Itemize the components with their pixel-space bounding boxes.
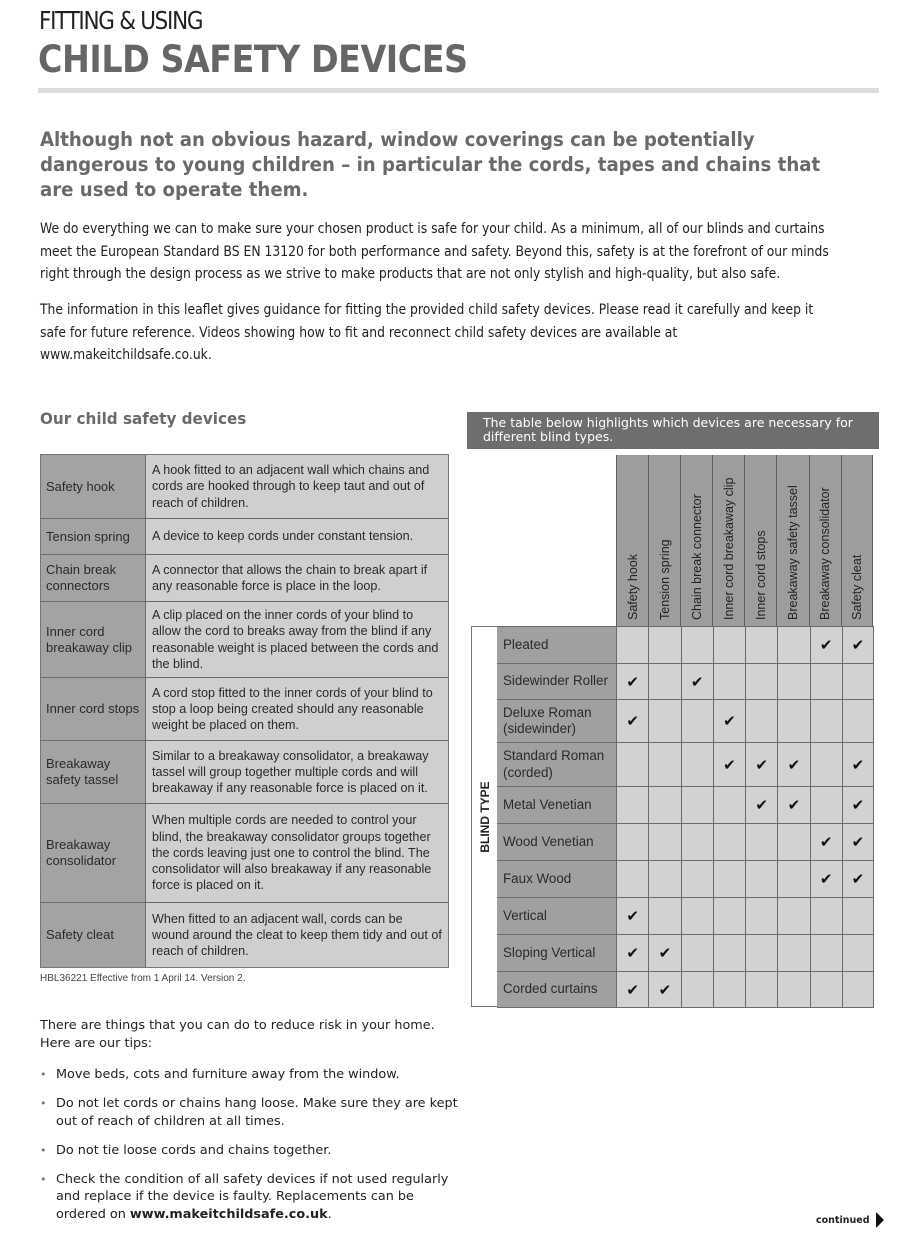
matrix-cell: [681, 898, 713, 934]
device-name: Inner cord breakaway clip: [41, 602, 146, 677]
matrix-cell: [681, 972, 713, 1007]
tip-item: [40, 1095, 460, 1130]
bullet-icon: •: [40, 1097, 47, 1110]
check-icon: ✔: [616, 664, 648, 699]
matrix-cell: [810, 664, 842, 699]
blind-type-name: Deluxe Roman (sidewinder): [497, 700, 616, 742]
check-icon: ✔: [842, 743, 874, 786]
matrix-cell: [810, 743, 842, 786]
devices-heading: Our child safety devices: [40, 409, 247, 428]
matrix-row: [497, 626, 874, 663]
matrix-cell: [648, 700, 680, 742]
device-description: A device to keep cords under constant tension.: [146, 519, 448, 554]
check-icon: ✔: [681, 664, 713, 699]
check-icon: ✔: [810, 627, 842, 663]
matrix-cell: [713, 935, 745, 971]
column-header: [809, 455, 841, 626]
matrix-cell: [810, 898, 842, 934]
matrix-row: [497, 786, 874, 823]
device-description: When fitted to an adjacent wall, cords can be wound around the cleat to keep them tidy and out of reach of children.: [146, 903, 448, 967]
matrix-cell: [713, 972, 745, 1007]
check-icon: ✔: [745, 787, 777, 823]
matrix-banner: The table below highlights which devices are necessary for different blind types.: [467, 412, 879, 449]
matrix-cell: [681, 824, 713, 860]
column-header-label: Safety cleat: [849, 554, 864, 620]
matrix-cell: [745, 935, 777, 971]
tip-text: Check the condition of all safety devices if not used regularly and replace if the device is faulty. Replacements can be ordered on: [56, 1171, 449, 1222]
blind-type-name: Wood Venetian: [497, 824, 616, 860]
check-icon: ✔: [616, 700, 648, 742]
blind-device-matrix: [497, 626, 874, 1008]
device-name: Tension spring: [41, 519, 146, 554]
column-header-label: Breakaway safety tassel: [786, 485, 801, 620]
device-name: Safety hook: [41, 455, 146, 518]
matrix-cell: [745, 972, 777, 1007]
matrix-cell: [777, 972, 809, 1007]
matrix-cell: [777, 861, 809, 897]
matrix-cell: [810, 787, 842, 823]
check-icon: ✔: [810, 824, 842, 860]
website-link[interactable]: www.makeitchildsafe.co.uk: [129, 1206, 328, 1222]
check-icon: ✔: [713, 743, 745, 786]
matrix-cell: [713, 898, 745, 934]
matrix-cell: [810, 700, 842, 742]
blind-type-name: Sidewinder Roller: [497, 664, 616, 699]
arrow-right-icon: [876, 1212, 884, 1228]
device-row: [41, 455, 448, 519]
matrix-cell: [745, 861, 777, 897]
matrix-cell: [681, 700, 713, 742]
column-header: [712, 455, 744, 626]
tips-intro: [40, 1017, 460, 1052]
matrix-cell: [681, 743, 713, 786]
matrix-cell: [777, 898, 809, 934]
device-name: Breakaway safety tassel: [41, 741, 146, 803]
check-icon: ✔: [745, 743, 777, 786]
column-header: [648, 455, 680, 626]
matrix-cell: [616, 743, 648, 786]
check-icon: ✔: [810, 861, 842, 897]
check-icon: ✔: [648, 935, 680, 971]
matrix-cell: [648, 627, 680, 663]
matrix-cell: [745, 664, 777, 699]
blind-type-name: Metal Venetian: [497, 787, 616, 823]
matrix-row: [497, 860, 874, 897]
matrix-row: [497, 897, 874, 934]
matrix-row: [497, 663, 874, 699]
column-header: [744, 455, 776, 626]
check-icon: ✔: [616, 898, 648, 934]
column-header: [776, 455, 808, 626]
matrix-cell: [713, 664, 745, 699]
header-divider: [38, 88, 879, 93]
device-name: Chain break connectors: [41, 555, 146, 601]
tips-intro-line-1: There are things that you can do to reduce risk in your home.: [40, 1018, 435, 1033]
column-header: [616, 455, 648, 626]
blind-type-axis: [471, 626, 498, 1007]
matrix-cell: [842, 935, 874, 971]
check-icon: ✔: [842, 824, 874, 860]
tip-text: Do not let cords or chains hang loose. Make sure they are kept out of reach of children at all times.: [56, 1096, 458, 1129]
intro-paragraph-2: The information in this leaflet gives guidance for fitting the provided child safety devices. Please read it carefully and keep it safe for future reference. Videos showing how to fit and reconnect child safety devices are available at www.makeitchildsafe.co.uk.: [40, 302, 814, 363]
matrix-cell: [681, 627, 713, 663]
blind-type-name: Sloping Vertical: [497, 935, 616, 971]
matrix-cell: [648, 743, 680, 786]
matrix-cell: [745, 898, 777, 934]
matrix-cell: [842, 898, 874, 934]
column-header-label: Safety hook: [625, 553, 640, 620]
check-icon: ✔: [616, 935, 648, 971]
matrix-cell: [616, 824, 648, 860]
device-name: Inner cord stops: [41, 678, 146, 740]
matrix-cell: [777, 627, 809, 663]
version-footnote: HBL36221 Effective from 1 April 14. Version 2.: [40, 973, 246, 984]
column-header: [841, 455, 873, 626]
matrix-cell: [681, 861, 713, 897]
matrix-cell: [810, 972, 842, 1007]
tip-item: [40, 1171, 460, 1224]
matrix-cell: [842, 972, 874, 1007]
column-header-label: Inner cord breakaway clip: [721, 477, 736, 620]
intro-lead: Although not an obvious hazard, window coverings can be potentially dangerous to young children – in particular the cords, tapes and chains that are used to operate them.: [40, 128, 821, 201]
column-header-label: Inner cord stops: [753, 530, 768, 620]
check-icon: ✔: [777, 787, 809, 823]
matrix-cell: [681, 787, 713, 823]
device-description: Similar to a breakaway consolidator, a breakaway tassel will group together multiple cords and will breakaway if any reasonable force is placed on it.: [146, 741, 448, 803]
blind-type-name: Corded curtains: [497, 972, 616, 1007]
matrix-cell: [713, 787, 745, 823]
matrix-cell: [745, 824, 777, 860]
tip-text: Move beds, cots and furniture away from the window.: [56, 1067, 400, 1082]
blind-type-name: Standard Roman (corded): [497, 743, 616, 786]
matrix-cell: [777, 664, 809, 699]
blind-type-name: Vertical: [497, 898, 616, 934]
intro-paragraph-1: We do everything we can to make sure your chosen product is safe for your child. As a minimum, all of our blinds and curtains meet the European Standard BS EN 13120 for both performance and safety. Beyond this, safety is at the forefront of our minds right through the design process as we strive to make products that are not only stylish and high-quality, but also safe.: [40, 221, 829, 282]
matrix-cell: [745, 700, 777, 742]
check-icon: ✔: [777, 743, 809, 786]
matrix-cell: [842, 664, 874, 699]
matrix-cell: [648, 861, 680, 897]
column-header-label: Chain break connector: [689, 494, 704, 620]
device-description: A connector that allows the chain to break apart if any reasonable force is place in the loop.: [146, 555, 448, 601]
tips-intro-line-2: Here are our tips:: [40, 1035, 153, 1051]
device-row: [41, 804, 448, 903]
blind-type-label: BLIND TYPE: [477, 780, 492, 853]
matrix-cell: [616, 627, 648, 663]
matrix-cell: [745, 627, 777, 663]
device-row: [41, 903, 448, 967]
device-row: [41, 519, 448, 555]
column-header-label: Breakaway consolidator: [818, 487, 833, 620]
matrix-row: [497, 699, 874, 742]
device-description: When multiple cords are needed to control your blind, the breakaway consolidator groups together the cords leaving just one to control the blind. The consolidator will also breakaway if any reasonable force is placed on it.: [146, 804, 448, 902]
matrix-cell: [648, 664, 680, 699]
blind-type-name: Faux Wood: [497, 861, 616, 897]
matrix-cell: [681, 935, 713, 971]
check-icon: ✔: [616, 972, 648, 1007]
column-header-label: Tension spring: [657, 539, 672, 620]
bullet-icon: •: [40, 1068, 47, 1081]
matrix-row: [497, 742, 874, 786]
matrix-row: [497, 971, 874, 1007]
matrix-cell: [810, 935, 842, 971]
matrix-cell: [648, 787, 680, 823]
bullet-icon: •: [40, 1172, 47, 1186]
tip-item: [40, 1066, 460, 1084]
check-icon: ✔: [842, 627, 874, 663]
tips-list: [40, 1066, 460, 1235]
check-icon: ✔: [842, 861, 874, 897]
matrix-cell: [648, 824, 680, 860]
continued-link[interactable]: [816, 1212, 884, 1228]
tip-item: [40, 1142, 460, 1160]
device-name: Breakaway consolidator: [41, 804, 146, 902]
device-description: A hook fitted to an adjacent wall which chains and cords are hooked through to keep taut and out of reach of children.: [146, 455, 448, 518]
matrix-cell: [648, 898, 680, 934]
check-icon: ✔: [648, 972, 680, 1007]
blind-type-name: Pleated: [497, 627, 616, 663]
matrix-cell: [616, 861, 648, 897]
check-icon: ✔: [842, 787, 874, 823]
device-description: A clip placed on the inner cords of your blind to allow the cord to breaks away from the blind if any reasonable weight is placed between the cords and the blind.: [146, 602, 448, 677]
tip-text: Do not tie loose cords and chains together.: [56, 1142, 332, 1158]
device-row: [41, 678, 448, 741]
matrix-column-headers: [616, 455, 873, 626]
continued-label: continued: [816, 1214, 870, 1226]
matrix-cell: [713, 824, 745, 860]
page-title: CHILD SAFETY DEVICES: [38, 38, 468, 81]
device-row: [41, 741, 448, 804]
matrix-cell: [777, 824, 809, 860]
device-description: A cord stop fitted to the inner cords of your blind to stop a loop being created should any reasonable weight be placed on them.: [146, 678, 448, 740]
matrix-row: [497, 823, 874, 860]
column-header: [680, 455, 712, 626]
matrix-cell: [842, 700, 874, 742]
check-icon: ✔: [713, 700, 745, 742]
tip-suffix: .: [327, 1206, 332, 1222]
matrix-cell: [777, 700, 809, 742]
matrix-cell: [713, 861, 745, 897]
matrix-cell: [777, 935, 809, 971]
matrix-row: [497, 934, 874, 971]
matrix-cell: [713, 627, 745, 663]
device-row: [41, 555, 448, 602]
device-name: Safety cleat: [41, 903, 146, 967]
device-row: [41, 602, 448, 678]
bullet-icon: •: [40, 1143, 47, 1157]
matrix-cell: [616, 787, 648, 823]
devices-table: [40, 454, 449, 968]
header-kicker: FITTING & USING: [39, 6, 203, 35]
